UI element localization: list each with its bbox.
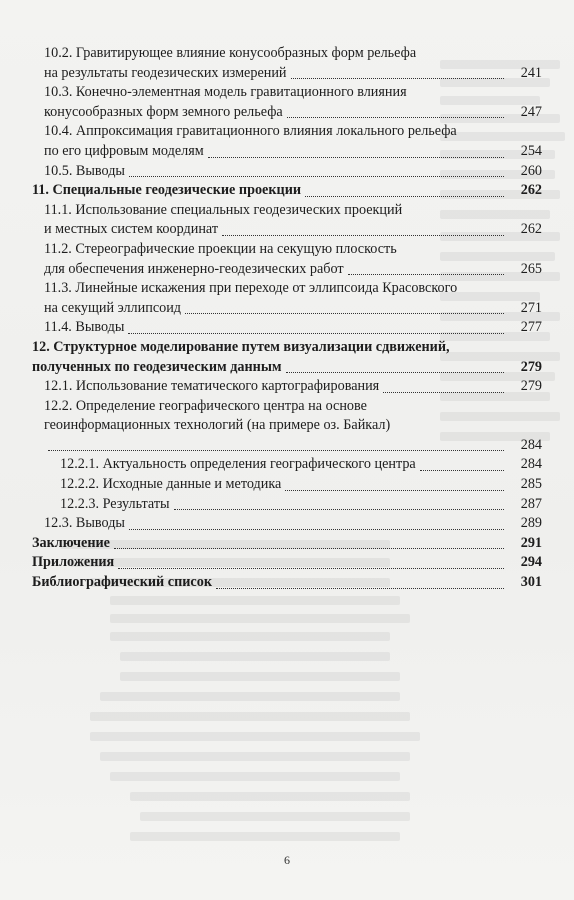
bleed-through-line bbox=[130, 832, 400, 841]
toc-entry-title-line: 10.2. Гравитирующее влияние конусообразных форм рельефа bbox=[44, 45, 417, 61]
dot-leader bbox=[216, 588, 504, 589]
dot-leader bbox=[420, 470, 504, 471]
toc-page-number: 289 bbox=[520, 515, 542, 532]
toc-entry-title: 11.4. Выводы bbox=[44, 319, 125, 336]
toc-page-number: 277 bbox=[520, 319, 542, 336]
dot-leader bbox=[285, 490, 504, 491]
bleed-through-line bbox=[110, 596, 400, 605]
toc-entry[interactable] bbox=[32, 475, 542, 495]
toc-page-number: 279 bbox=[520, 378, 542, 395]
toc-entry-title-line: 11.3. Линейные искажения при переходе от эллипсоида Красовского bbox=[44, 280, 458, 297]
dot-leader bbox=[118, 568, 504, 569]
toc-entry-title: и местных систем координат bbox=[44, 221, 219, 238]
toc-entry-title: для обеспечения инженерно-геодезических работ bbox=[44, 260, 344, 277]
dot-leader bbox=[129, 176, 504, 177]
toc-page-number: 262 bbox=[520, 182, 542, 199]
toc-page-number: 284 bbox=[520, 456, 542, 473]
dot-leader bbox=[305, 196, 504, 197]
toc-entry[interactable] bbox=[32, 338, 542, 377]
toc-entry-title: 12.2.3. Результаты bbox=[60, 495, 170, 512]
page-number: 6 bbox=[284, 853, 290, 867]
bleed-through-line bbox=[90, 712, 410, 721]
toc-entry-title: 11. Специальные геодезические проекции bbox=[32, 182, 302, 199]
dot-leader bbox=[287, 117, 504, 118]
toc-entry[interactable] bbox=[32, 162, 542, 182]
toc-page-number: 279 bbox=[520, 358, 542, 375]
bleed-through-line bbox=[120, 652, 390, 661]
toc-page-number: 265 bbox=[520, 260, 542, 277]
toc-entry-title: Библиографический список bbox=[32, 574, 212, 591]
dot-leader bbox=[348, 274, 504, 275]
toc-entry-title: на результаты геодезических измерений bbox=[44, 64, 287, 81]
dot-leader bbox=[383, 392, 504, 393]
toc-page-number: 291 bbox=[520, 534, 542, 551]
table-of-contents bbox=[32, 44, 542, 593]
toc-entry-title: 10.5. Выводы bbox=[44, 162, 125, 179]
dot-leader bbox=[128, 333, 504, 334]
toc-entry[interactable] bbox=[32, 534, 542, 554]
dot-leader bbox=[129, 529, 504, 530]
toc-entry-title: Заключение bbox=[32, 534, 110, 551]
toc-entry[interactable] bbox=[32, 514, 542, 534]
bleed-through-line bbox=[110, 632, 390, 641]
toc-entry[interactable] bbox=[32, 495, 542, 515]
toc-page-number: 241 bbox=[520, 64, 542, 81]
toc-entry[interactable] bbox=[32, 181, 542, 201]
dot-leader bbox=[208, 157, 504, 158]
toc-entry[interactable] bbox=[32, 553, 542, 573]
toc-entry-title-line: геоинформационных технологий (на примере оз. Байкал) bbox=[44, 417, 391, 434]
toc-entry[interactable] bbox=[32, 122, 542, 161]
toc-entry-title-line: 10.3. Конечно-элементная модель гравитационного влияния bbox=[44, 84, 407, 101]
dot-leader bbox=[286, 372, 504, 373]
toc-entry[interactable] bbox=[32, 240, 542, 279]
toc-entry-title: Приложения bbox=[32, 554, 115, 571]
toc-entry-title-line: 10.4. Аппроксимация гравитационного влияния локального рельефа bbox=[44, 123, 457, 140]
dot-leader bbox=[185, 313, 504, 314]
bleed-through-line bbox=[130, 792, 410, 801]
toc-page-number: 285 bbox=[520, 476, 542, 493]
bleed-through-line bbox=[100, 752, 410, 761]
toc-page-number: 247 bbox=[520, 103, 542, 120]
toc-page-number: 294 bbox=[520, 554, 542, 571]
toc-page-number: 287 bbox=[520, 495, 542, 512]
dot-leader bbox=[114, 548, 504, 549]
bleed-through-line bbox=[140, 812, 410, 821]
toc-entry[interactable] bbox=[32, 573, 542, 593]
toc-entry-title: конусообразных форм земного рельефа bbox=[44, 103, 283, 120]
toc-page-number: 262 bbox=[520, 221, 542, 238]
toc-page-number: 301 bbox=[520, 574, 542, 591]
toc-entry-title-line: 12. Структурное моделирование путем визуализации сдвижений, bbox=[32, 338, 450, 355]
toc-entry-title: 12.2.1. Актуальность определения географического центра bbox=[60, 456, 416, 473]
bleed-through-line bbox=[110, 772, 400, 781]
toc-entry[interactable] bbox=[32, 397, 542, 456]
toc-entry-title: 12.1. Использование тематического картографирования bbox=[44, 378, 380, 395]
toc-entry-title: на секущий эллипсоид bbox=[44, 299, 182, 316]
dot-leader bbox=[222, 235, 504, 236]
toc-entry[interactable] bbox=[32, 318, 542, 338]
bleed-through-line bbox=[120, 672, 400, 681]
toc-entry[interactable] bbox=[32, 279, 542, 318]
toc-page-number: 271 bbox=[520, 299, 542, 316]
toc-page-number: 260 bbox=[520, 162, 542, 179]
toc-entry-title-line: 12.2. Определение географического центра на основе bbox=[44, 397, 367, 414]
toc-entry[interactable] bbox=[32, 455, 542, 475]
toc-entry-title-line: 11.2. Стереографические проекции на секущую плоскость bbox=[44, 240, 397, 257]
toc-entry-title-line: 11.1. Использование специальных геодезических проекций bbox=[44, 201, 403, 218]
toc-entry[interactable] bbox=[32, 83, 542, 122]
toc-page-number: 284 bbox=[520, 436, 542, 453]
toc-entry[interactable] bbox=[32, 44, 542, 83]
toc-entry-title: по его цифровым моделям bbox=[44, 142, 204, 159]
dot-leader bbox=[291, 78, 504, 79]
bleed-through-line bbox=[110, 614, 410, 623]
toc-entry-title: полученных по геодезическим данным bbox=[32, 358, 282, 375]
toc-page-number: 254 bbox=[520, 142, 542, 159]
toc-entry[interactable] bbox=[32, 377, 542, 397]
bleed-through-line bbox=[100, 692, 400, 701]
toc-entry-title: 12.3. Выводы bbox=[44, 515, 125, 532]
toc-entry-title: 12.2.2. Исходные данные и методика bbox=[60, 476, 282, 493]
bleed-through-line bbox=[90, 732, 420, 741]
toc-entry[interactable] bbox=[32, 201, 542, 240]
dot-leader bbox=[174, 509, 504, 510]
dot-leader bbox=[48, 450, 504, 451]
